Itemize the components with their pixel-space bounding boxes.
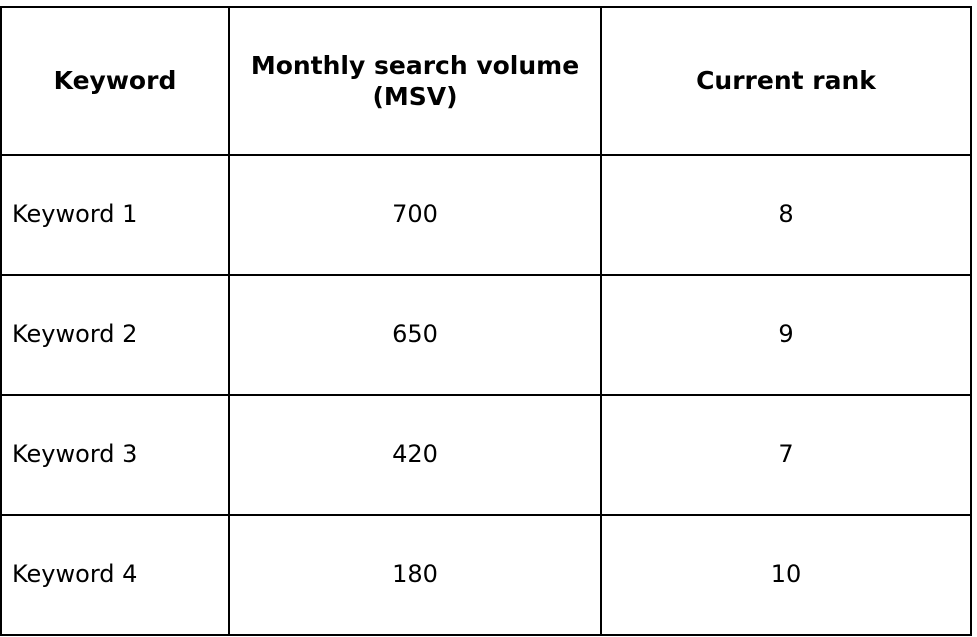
- table-row: [1, 515, 971, 635]
- cell-msv: 180: [229, 515, 601, 635]
- cell-msv: 700: [229, 155, 601, 275]
- table-row: [1, 275, 971, 395]
- table-row: [1, 395, 971, 515]
- cell-rank: 7: [601, 395, 971, 515]
- keyword-table: [0, 6, 972, 636]
- cell-msv: 650: [229, 275, 601, 395]
- cell-rank: 8: [601, 155, 971, 275]
- cell-keyword: Keyword 3: [1, 395, 229, 515]
- table-header: [1, 7, 971, 155]
- table-header-row: [1, 7, 971, 155]
- cell-keyword: Keyword 2: [1, 275, 229, 395]
- column-header-msv-line1: Monthly search volume: [250, 50, 580, 80]
- cell-keyword: Keyword 1: [1, 155, 229, 275]
- cell-rank: 9: [601, 275, 971, 395]
- cell-keyword: Keyword 4: [1, 515, 229, 635]
- cell-rank: 10: [601, 515, 971, 635]
- table-row: [1, 155, 971, 275]
- column-header-msv-line2: (MSV): [372, 82, 458, 111]
- column-header-msv: [229, 7, 601, 155]
- table-body: [1, 155, 971, 635]
- cell-msv: 420: [229, 395, 601, 515]
- column-header-keyword: Keyword: [1, 7, 229, 155]
- keyword-table-container: [0, 6, 977, 636]
- column-header-current-rank: Current rank: [601, 7, 971, 155]
